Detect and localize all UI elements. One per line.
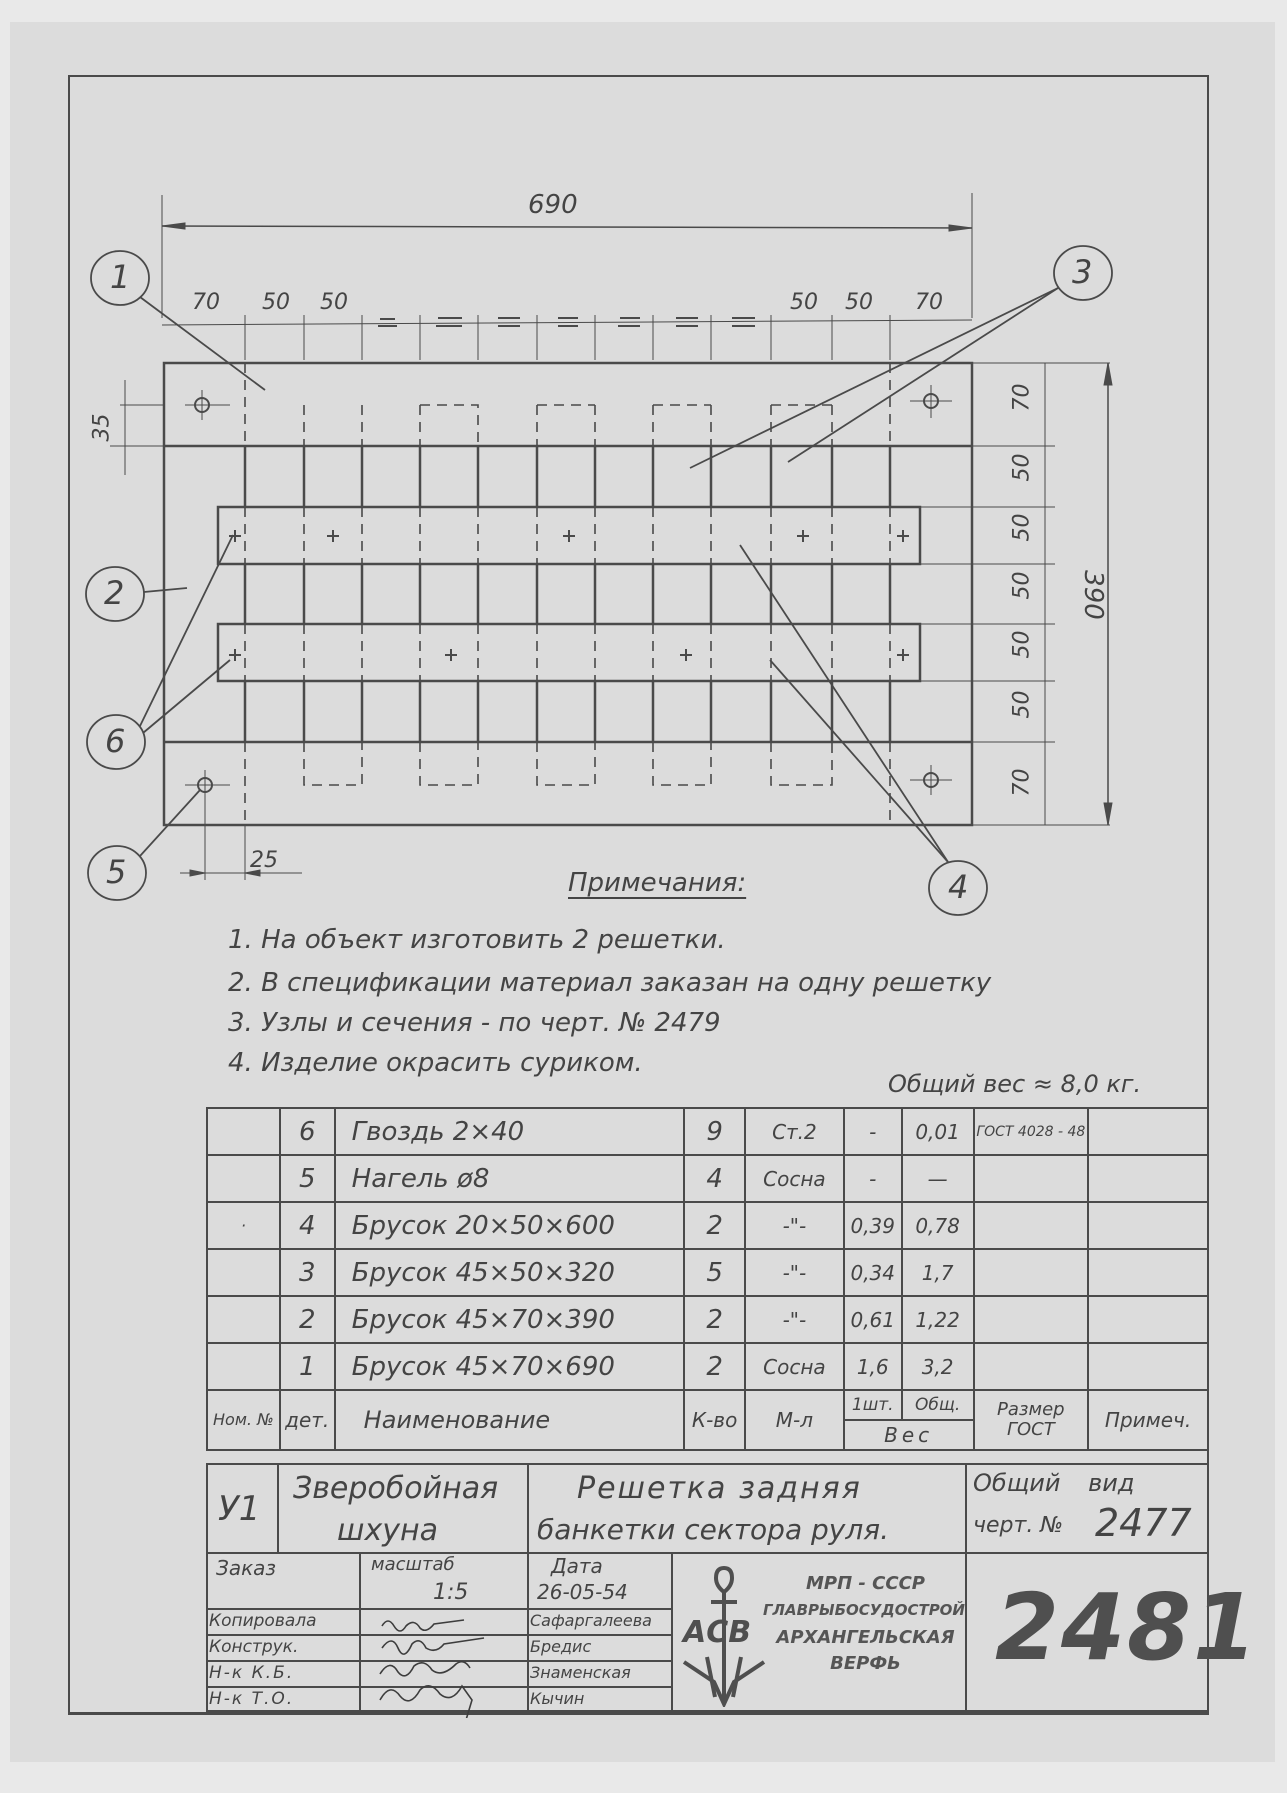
cell-gost (974, 1202, 1089, 1249)
callout-2: 2 (104, 574, 125, 612)
drawing-title-cell (527, 1463, 967, 1554)
cell-material: -"- (745, 1296, 844, 1343)
cell-qty: 2 (684, 1343, 745, 1390)
cell-nom (207, 1296, 280, 1343)
date-cell (527, 1552, 673, 1610)
scale-value: 1:5 (433, 1580, 469, 1605)
bottom-dim-25: 25 (250, 848, 278, 873)
table-row (207, 1296, 1208, 1343)
vessel-name-line1: Зверобойная (293, 1471, 499, 1506)
cell-note (1088, 1249, 1208, 1296)
scale-label: масштаб (371, 1554, 455, 1575)
header-qty: К-во (684, 1390, 745, 1450)
overall-width-dim: 690 (528, 190, 578, 220)
shipyard-logo-icon (679, 1562, 769, 1707)
header-weight-total: Общ. (902, 1390, 974, 1420)
cell-note (1088, 1202, 1208, 1249)
organization-cell (671, 1552, 967, 1712)
org-department: ГЛАВРЫБОСУДОСТРОЙ (762, 1601, 965, 1619)
role-designer: Конструк. (209, 1637, 299, 1657)
header-weight: Вес (844, 1420, 974, 1450)
cell-qty: 9 (684, 1108, 745, 1155)
drawing-title-line2: банкетки сектора руля. (537, 1513, 889, 1546)
cell-name: Нагель ø8 (335, 1155, 684, 1202)
cell-nom (207, 1155, 280, 1202)
role-head-design-bureau: Н-к К.Б. (209, 1663, 295, 1683)
role-copied: Копировала (209, 1611, 317, 1631)
cell-weight-unit: 0,34 (844, 1249, 902, 1296)
cell-weight-total: 0,78 (902, 1202, 974, 1249)
right-dim-3: 50 (1009, 513, 1035, 542)
vessel-name-line2: шхуна (337, 1513, 438, 1548)
cell-note (1088, 1108, 1208, 1155)
signature-4 (380, 1686, 472, 1718)
specification-table (206, 1107, 1209, 1451)
overall-height-dim: 390 (1077, 570, 1108, 620)
right-dim-2: 50 (1009, 453, 1035, 482)
cell-nom (207, 1108, 280, 1155)
cell-weight-unit: - (844, 1155, 902, 1202)
cell-weight-total: 3,2 (902, 1343, 974, 1390)
notes-title: Примечания: (568, 868, 747, 898)
note-2: 2. В спецификации материал заказан на одну решетку (228, 968, 992, 998)
drawing-code: У1 (218, 1489, 261, 1529)
cell-note (1088, 1343, 1208, 1390)
header-det: дет. (280, 1390, 335, 1450)
header-material: М-л (745, 1390, 844, 1450)
view-label: Общий вид (973, 1469, 1135, 1497)
header-weight-unit: 1шт. (844, 1390, 902, 1420)
callout-1: 1 (110, 258, 131, 296)
callout-4: 4 (948, 868, 969, 906)
cell-qty: 2 (684, 1296, 745, 1343)
callout-3: 3 (1072, 253, 1093, 291)
drawing-title-line1: Решетка задняя (577, 1471, 862, 1506)
name-head-technical-dept: Кычин (530, 1689, 585, 1708)
cell-weight-total: 1,7 (902, 1249, 974, 1296)
cell-gost (974, 1155, 1089, 1202)
cell-weight-unit: - (844, 1108, 902, 1155)
cell-qty: 5 (684, 1249, 745, 1296)
cell-det: 2 (280, 1296, 335, 1343)
cell-note (1088, 1155, 1208, 1202)
top-dim-2: 50 (262, 290, 290, 315)
cell-name: Брусок 45×70×390 (335, 1296, 684, 1343)
signatures (362, 1608, 527, 1718)
header-nom: Ном. № (207, 1390, 280, 1450)
cell-name: Брусок 45×70×690 (335, 1343, 684, 1390)
org-shipyard-city: АРХАНГЕЛЬСКАЯ (776, 1627, 955, 1648)
cell-weight-unit: 0,61 (844, 1296, 902, 1343)
cell-material: -"- (745, 1202, 844, 1249)
top-dim-4: 50 (790, 290, 818, 315)
table-row (207, 1343, 1208, 1390)
view-cell (965, 1463, 1209, 1554)
scale-cell (359, 1552, 529, 1610)
signature-2 (382, 1638, 484, 1654)
cell-det: 4 (280, 1202, 335, 1249)
cell-gost (974, 1296, 1089, 1343)
signature-1 (382, 1620, 464, 1631)
cell-gost: ГОСТ 4028 - 48 (974, 1108, 1089, 1155)
cell-gost (974, 1343, 1089, 1390)
cell-gost (974, 1249, 1089, 1296)
cell-weight-total: — (902, 1155, 974, 1202)
cell-name: Гвоздь 2×40 (335, 1108, 684, 1155)
cell-material: Сосна (745, 1343, 844, 1390)
cell-material: Ст.2 (745, 1108, 844, 1155)
cell-det: 6 (280, 1108, 335, 1155)
cell-note (1088, 1296, 1208, 1343)
name-designer: Бредис (530, 1637, 592, 1656)
total-weight: Общий вес ≈ 8,0 кг. (888, 1070, 1142, 1098)
top-dim-5: 50 (845, 290, 873, 315)
note-4: 4. Изделие окрасить суриком. (228, 1048, 643, 1078)
cell-material: Сосна (745, 1155, 844, 1202)
date-value: 26-05-54 (537, 1580, 628, 1604)
sheet-number: 2481 (995, 1574, 1260, 1681)
top-dim-6: 70 (915, 290, 943, 315)
cell-material: -"- (745, 1249, 844, 1296)
name-head-design-bureau: Знаменская (530, 1663, 631, 1682)
org-ministry: МРП - СССР (806, 1573, 925, 1594)
right-dim-7: 70 (1009, 768, 1035, 797)
table-row (207, 1155, 1208, 1202)
cell-weight-total: 0,01 (902, 1108, 974, 1155)
cell-det: 5 (280, 1155, 335, 1202)
cell-weight-unit: 1,6 (844, 1343, 902, 1390)
top-dim-3: 50 (320, 290, 348, 315)
table-row (207, 1249, 1208, 1296)
table-row (207, 1108, 1208, 1155)
cell-name: Брусок 20×50×600 (335, 1202, 684, 1249)
title-code-cell (206, 1463, 279, 1554)
cell-nom: · (207, 1202, 280, 1249)
date-label: Дата (551, 1554, 603, 1578)
note-1: 1. На объект изготовить 2 решетки. (228, 925, 726, 955)
top-dim-1: 70 (192, 290, 220, 315)
cell-nom (207, 1249, 280, 1296)
header-note: Примеч. (1088, 1390, 1208, 1450)
order-label: Заказ (216, 1556, 277, 1580)
cell-det: 1 (280, 1343, 335, 1390)
cell-nom (207, 1343, 280, 1390)
right-dim-1: 70 (1009, 383, 1035, 412)
note-3: 3. Узлы и сечения - по черт. № 2479 (228, 1008, 721, 1038)
cell-qty: 2 (684, 1202, 745, 1249)
reference-label: черт. № (973, 1513, 1064, 1538)
right-dim-4: 50 (1009, 571, 1035, 600)
cell-weight-total: 1,22 (902, 1296, 974, 1343)
role-head-technical-dept: Н-к Т.О. (209, 1689, 295, 1709)
left-dim-35: 35 (89, 413, 115, 442)
callout-5: 5 (106, 853, 127, 891)
table-row (207, 1202, 1208, 1249)
sheet-number-cell (965, 1552, 1260, 1712)
svg-text:АСВ: АСВ (683, 1615, 752, 1650)
signature-3 (380, 1662, 470, 1676)
right-dim-chain (1000, 360, 1060, 830)
header-gost: Размер ГОСТ (974, 1390, 1089, 1450)
order-cell (206, 1552, 361, 1610)
callout-6: 6 (105, 722, 126, 760)
vessel-cell (277, 1463, 529, 1554)
cell-weight-unit: 0,39 (844, 1202, 902, 1249)
right-dim-6: 50 (1009, 690, 1035, 719)
right-dim-5: 50 (1009, 630, 1035, 659)
header-name: Наименование (335, 1390, 684, 1450)
cell-qty: 4 (684, 1155, 745, 1202)
cell-det: 3 (280, 1249, 335, 1296)
name-copied: Сафаргалеева (530, 1611, 652, 1630)
org-shipyard: ВЕРФЬ (830, 1653, 901, 1674)
table-header-row (207, 1390, 1208, 1420)
reference-number: 2477 (1095, 1501, 1192, 1545)
cell-name: Брусок 45×50×320 (335, 1249, 684, 1296)
